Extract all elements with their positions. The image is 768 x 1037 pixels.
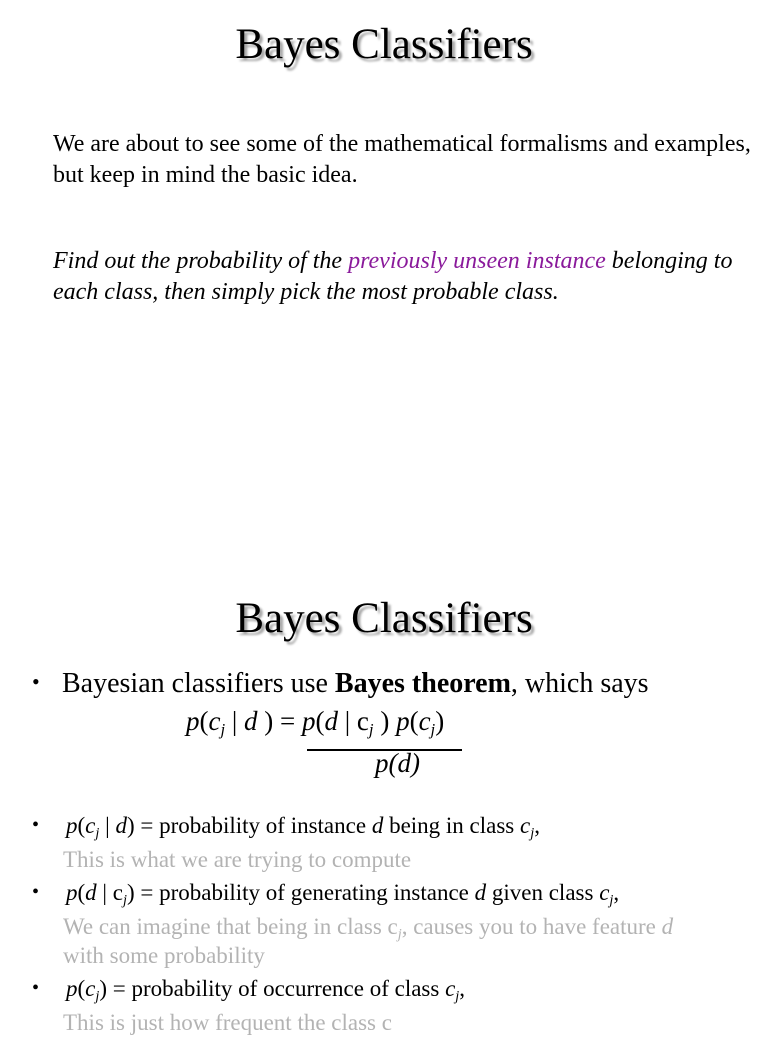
bayes-formula-denominator: p(d)	[375, 748, 420, 778]
bullet-dot: •	[32, 669, 40, 694]
def2-text2: given class	[486, 880, 600, 905]
idea-text-end: belonging to each class, then simply pick the most probable class.	[53, 248, 733, 305]
definition-prior-note: This is just how frequent the class c	[63, 1010, 392, 1035]
def2-note-middle: , causes you to have feature	[401, 914, 662, 939]
definition-likelihood: • p(d | $c_j$) = probability of generating instance d given class $c_j$,	[32, 880, 620, 909]
slide1-title: Bayes Classifiers	[235, 21, 533, 68]
def2-note-end: with some probability	[63, 943, 265, 968]
basic-idea-paragraph	[53, 246, 753, 308]
idea-text-start: Find out the probability of the	[53, 248, 349, 274]
definition-posterior: • $p(c_j$ | d) = probability of instance d being in class $c_j$,	[32, 813, 540, 842]
slide2-title: Bayes Classifiers	[235, 595, 533, 642]
idea-highlight: previously unseen instance	[348, 248, 606, 274]
bayes-theorem-bullet	[32, 668, 649, 700]
definition-likelihood-note: We can imagine that being in class $c_j$, causes you to have feature d with some probability	[63, 914, 674, 968]
bullet-dot: •	[32, 814, 40, 836]
bullet1-text-start: Bayesian classifiers use	[62, 668, 335, 699]
bullet-dot: •	[32, 977, 40, 999]
bullet-dot: •	[32, 881, 40, 903]
def3-text: = probability of occurrence of class	[107, 976, 446, 1001]
def2-note-start: We can imagine that being in class c	[63, 914, 398, 939]
def1-text: = probability of instance	[134, 813, 372, 838]
bullet1-text-end: , which says	[510, 668, 649, 699]
bullet1-bold: Bayes theorem	[334, 668, 511, 699]
definition-prior: • $p(c_j)$ = probability of occurrence of class $c_j$,	[32, 976, 466, 1005]
definition-posterior-note: This is what we are trying to compute	[63, 847, 412, 872]
intro-paragraph: We are about to see some of the mathematical formalisms and examples, but keep in mind the basic idea.	[53, 131, 751, 188]
def1-text2: being in class	[383, 813, 521, 838]
def2-text: = probability of generating instance	[134, 880, 475, 905]
bayes-formula-numerator: $p(c_j$ | d ) = p(d | $c_j$ ) $p(c_j)$	[186, 706, 445, 740]
